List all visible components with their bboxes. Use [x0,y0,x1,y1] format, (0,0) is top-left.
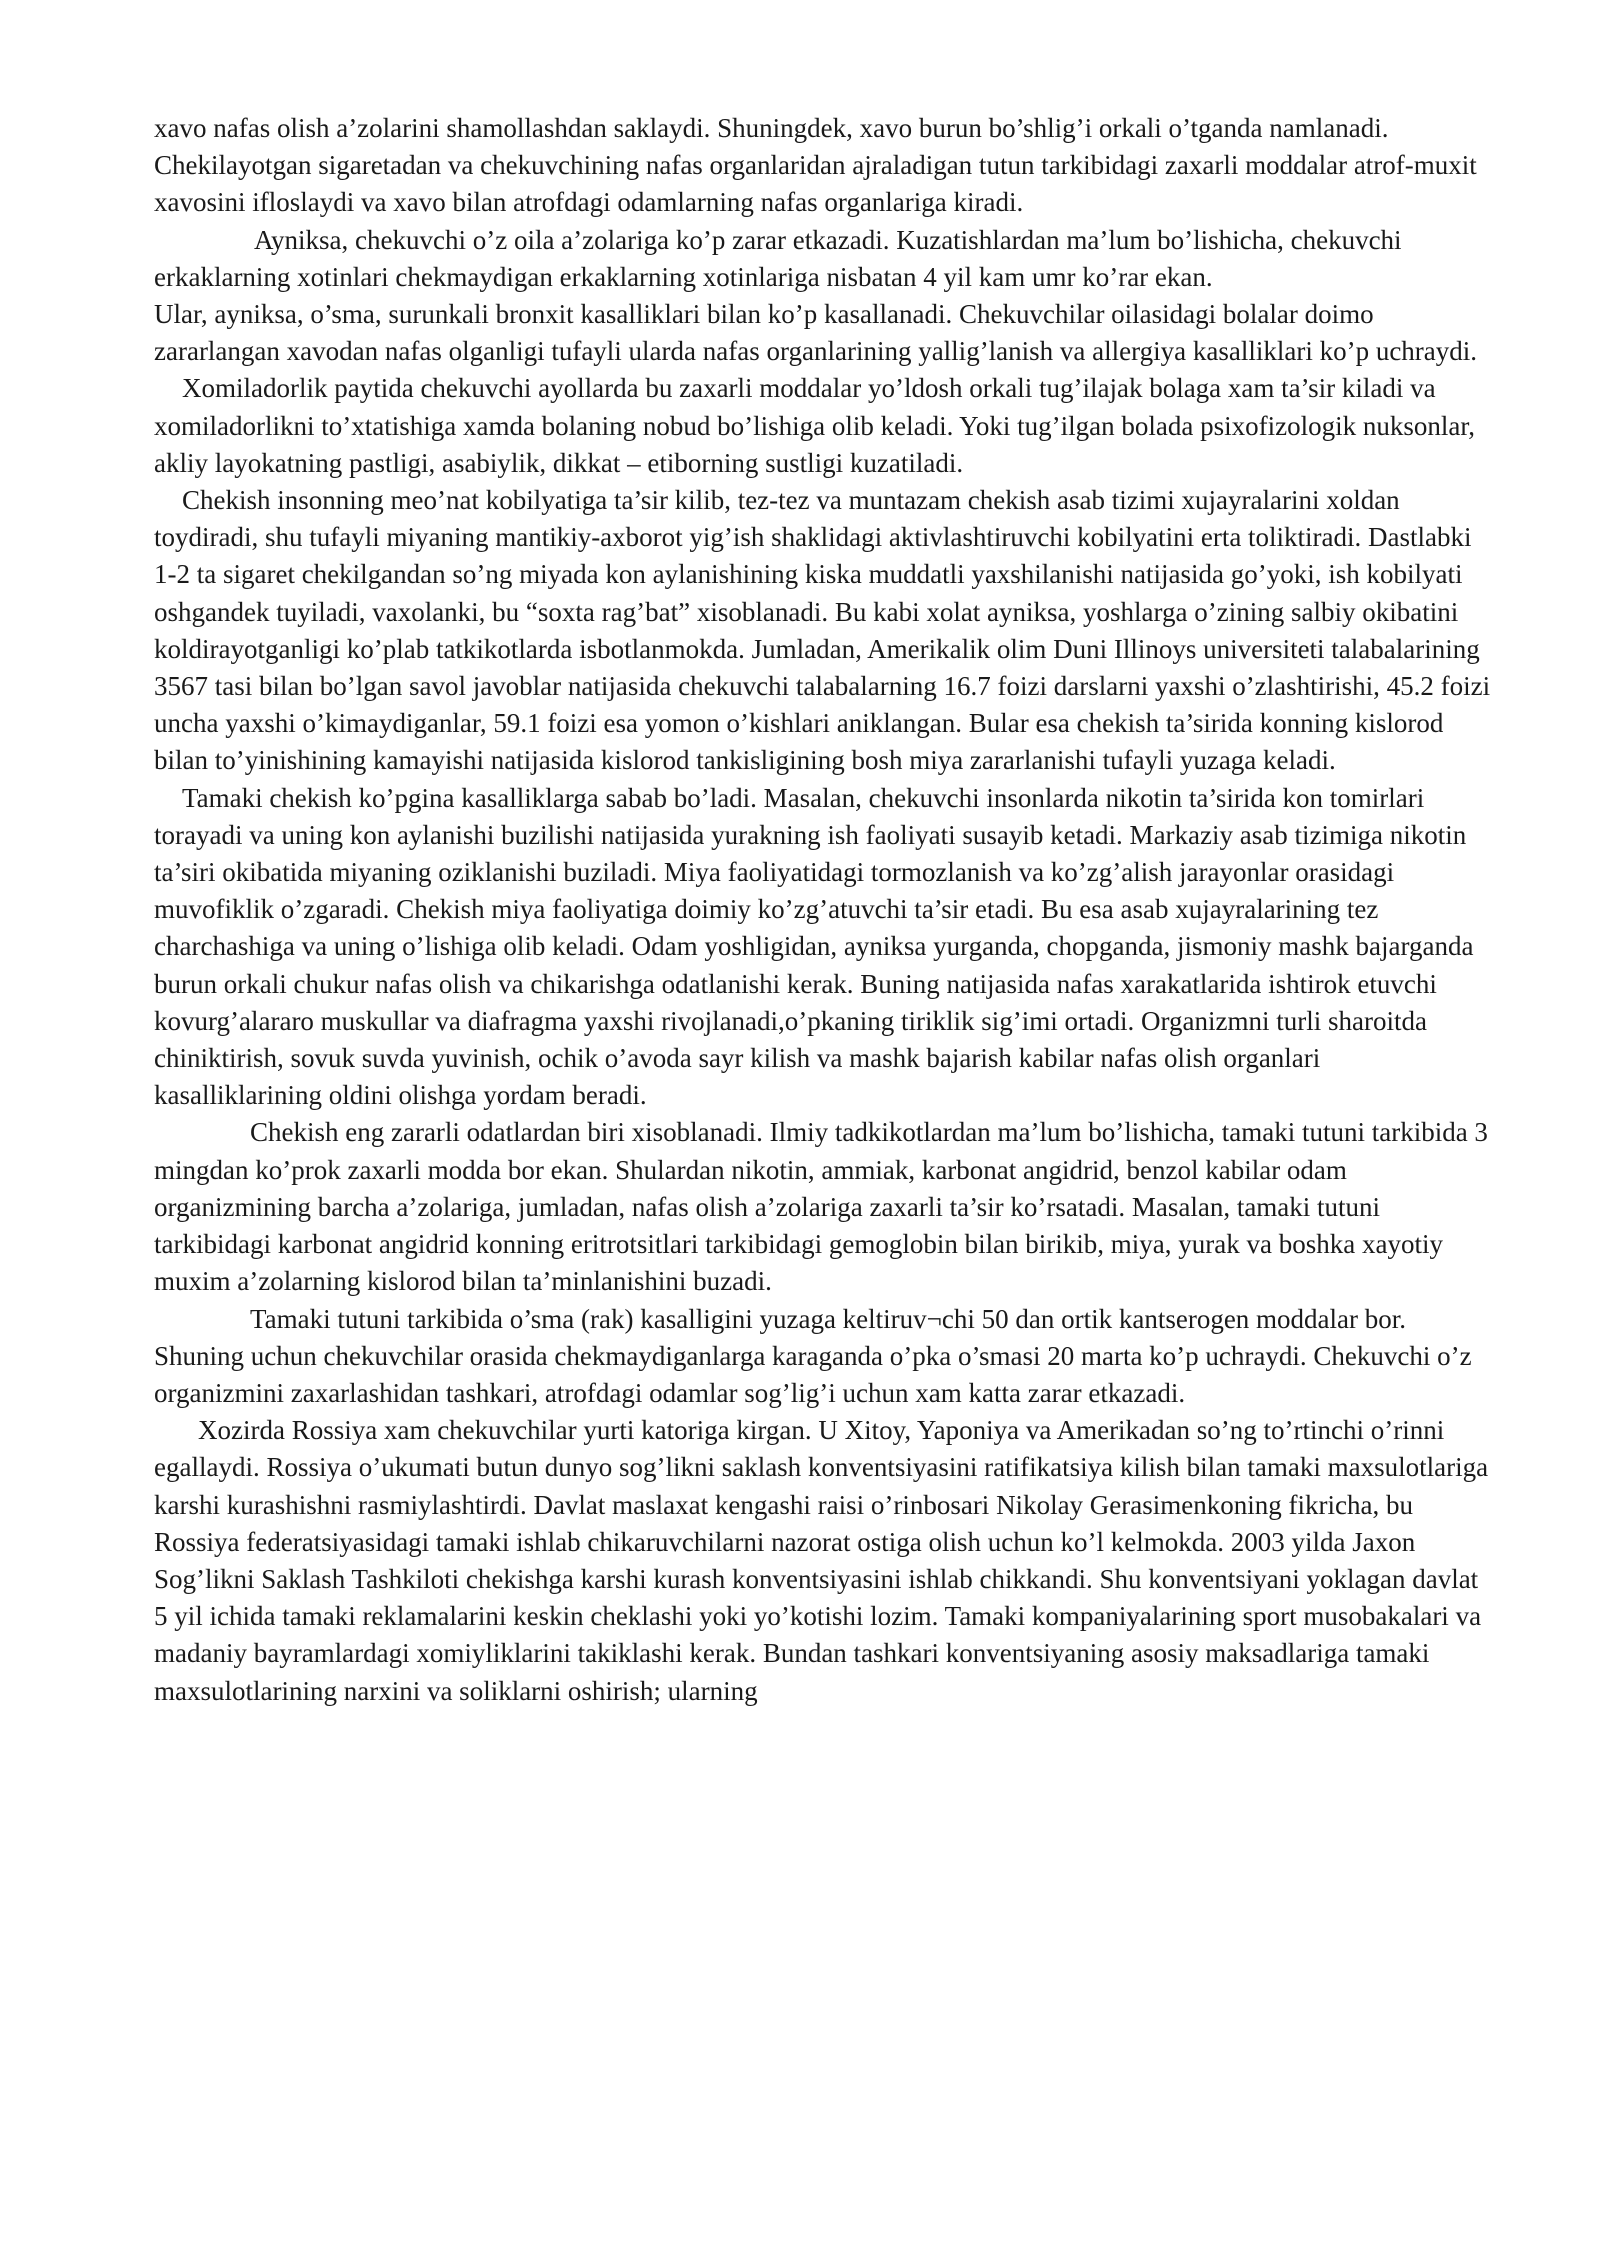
paragraph: Chekilayotgan sigaretadan va chekuvchining nafas organlaridan ajraladigan tutun tarkibidagi zaxarli moddalar atrof-muxit xavosini ifloslaydi va xavo bilan atrofdagi odamlarning nafas organlariga kiradi. [154,150,1477,218]
paragraph: Xomiladorlik paytida chekuvchi ayollarda bu zaxarli moddalar yo’ldosh orkali tug’ilajak bolaga xam ta’sir kiladi va xomiladorlikni to’xtatishiga xamda bolaning nobud bo’lishiga olib keladi. Yoki tug’ilgan bolada psixofizologik nuksonlar, akliy layokatning pastligi, asabiylik, dikkat – etiborning sustligi kuzatiladi. [154,373,1476,478]
paragraph: Ular, ayniksa, o’sma, surunkali bronxit kasalliklari bilan ko’p kasallanadi. Chekuvchilar oilasidagi bolalar doimo zararlangan xavodan nafas olganligi tufayli ularda nafas organlarining yallig’lanish va allergiya kasalliklari ko’p uchraydi. [154,299,1478,367]
document-page [154,110,1492,1710]
paragraph: Ayniksa, chekuvchi o’z oila a’zolariga ko’p zarar etkazadi. Kuzatishlardan ma’lum bo’lishicha, chekuvchi erkaklarning xotinlari chekmaydigan erkaklarning xotinlariga nisbatan 4 yil kam umr ko’rar ekan. [154,224,1402,292]
paragraph: Chekish insonning meo’nat kobilyatiga ta’sir kilib, tez-tez va muntazam chekish asab tizimi xujayralarini xoldan toydiradi, shu tufayli miyaning mantikiy-axborot yig’ish shaklidagi aktivlashtiruvchi kobilyatini erta toliktiradi. Dastlabki 1-2 ta sigaret chekilgandan so’ng miyada kon aylanishining kiska muddatli yaxshilanishi natijasida go’yoki, ish kobilyati oshgandek tuyiladi, vaxolanki, bu “soxta rag’bat” xisoblanadi. Bu kabi xolat ayniksa, yoshlarga o’zining salbiy okibatini koldirayotganligi ko’plab tatkikotlarda isbotlanmokda. Jumladan, Amerikalik olim Duni Illinoys universiteti talabalarining 3567 tasi bilan bo’lgan savol javoblar natijasida chekuvchi talabalarning 16.7 foizi darslarni yaxshi o’zlashtirishi, 45.2 foizi uncha yaxshi o’kimaydiganlar, 59.1 foizi esa yomon o’kishlari aniklangan. Bular esa chekish ta’sirida konning kislorod bilan to’yinishining kamayishi natijasida kislorod tankisligining bosh miya zararlanishi tufayli yuzaga keladi. [154,485,1491,776]
paragraph: Xozirda Rossiya xam chekuvchilar yurti katoriga kirgan. U Xitoy, Yaponiya va Amerikadan so’ng to’rtinchi o’rinni egallaydi. Rossiya o’ukumati butun dunyo sog’likni saklash konventsiyasini ratifikatsiya kilish bilan tamaki maxsulotlariga karshi kurashishni rasmiylashtirdi. Davlat maslaxat kengashi raisi o’rinbosari Nikolay Gerasimenkoning fikricha, bu Rossiya federatsiyasidagi tamaki ishlab chikaruvchilarni nazorat ostiga olish uchun ko’l kelmokda. 2003 yilda Jaxon Sog’likni Saklash Tashkiloti chekishga karshi kurash konventsiyasini ishlab chikkandi. Shu konventsiyani yoklagan davlat 5 yil ichida tamaki reklamalarini keskin cheklashi yoki yo’kotishi lozim. Tamaki kompaniyalarining sport musobakalari va madaniy bayramlardagi xomiyliklarini takiklashi kerak. Bundan tashkari konventsiyaning asosiy maksadlariga tamaki maxsulotlarining narxini va soliklarni oshirish; ularning [154,1415,1489,1706]
paragraph: xavo nafas olish a’zolarini shamollashdan saklaydi. Shuningdek, xavo burun bo’shlig’i orkali o’tganda namlanadi. [154,113,1389,143]
paragraph: Tamaki tutuni tarkibida o’sma (rak) kasalligini yuzaga keltiruv¬chi 50 dan ortik kantserogen moddalar bor. Shuning uchun chekuvchilar orasida chekmaydiganlarga karaganda o’pka o’smasi 20 marta ko’p uchraydi. Chekuvchi o’z organizmini zaxarlashidan tashkari, atrofdagi odamlar sog’lig’i uchun xam katta zarar etkazadi. [154,1303,1472,1408]
paragraph: Chekish eng zararli odatlardan biri xisoblanadi. Ilmiy tadkikotlardan ma’lum bo’lishicha, tamaki tutuni tarkibida 3 mingdan ko’prok zaxarli modda bor ekan. Shulardan nikotin, ammiak, karbonat angidrid, benzol kabilar odam organizmining barcha a’zolariga, jumladan, nafas olish a’zolariga zaxarli ta’sir ko’rsatadi. Masalan, tamaki tutuni tarkibidagi karbonat angidrid konning eritrotsitlari tarkibidagi gemoglobin bilan birikib, miya, yurak va boshka xayotiy muxim a’zolarning kislorod bilan ta’minlanishini buzadi. [154,1117,1488,1297]
paragraph: Tamaki chekish ko’pgina kasalliklarga sabab bo’ladi. Masalan, chekuvchi insonlarda nikotin ta’sirida kon tomirlari torayadi va uning kon aylanishi buzilishi natijasida yurakning ish faoliyati susayib ketadi. Markaziy asab tizimiga nikotin ta’siri okibatida miyaning oziklanishi buziladi. Miya faoliyatidagi tormozlanish va ko’zg’alish jarayonlar orasidagi muvofiklik o’zgaradi. Chekish miya faoliyatiga doimiy ko’zg’atuvchi ta’sir etadi. Bu esa asab xujayralarining tez charchashiga va uning o’lishiga olib keladi. Odam yoshligidan, ayniksa yurganda, chopganda, jismoniy mashk bajarganda burun orkali chukur nafas olish va chikarishga odatlanishi kerak. Buning natijasida nafas xarakatlarida ishtirok etuvchi kovurg’alararo muskullar va diafragma yaxshi rivojlanadi,o’pkaning tiriklik sig’imi ortadi. Organizmni turli sharoitda chiniktirish, sovuk suvda yuvinish, ochik o’avoda sayr kilish va mashk bajarish kabilar nafas olish organlari kasalliklarining oldini olishga yordam beradi. [154,782,1474,1111]
